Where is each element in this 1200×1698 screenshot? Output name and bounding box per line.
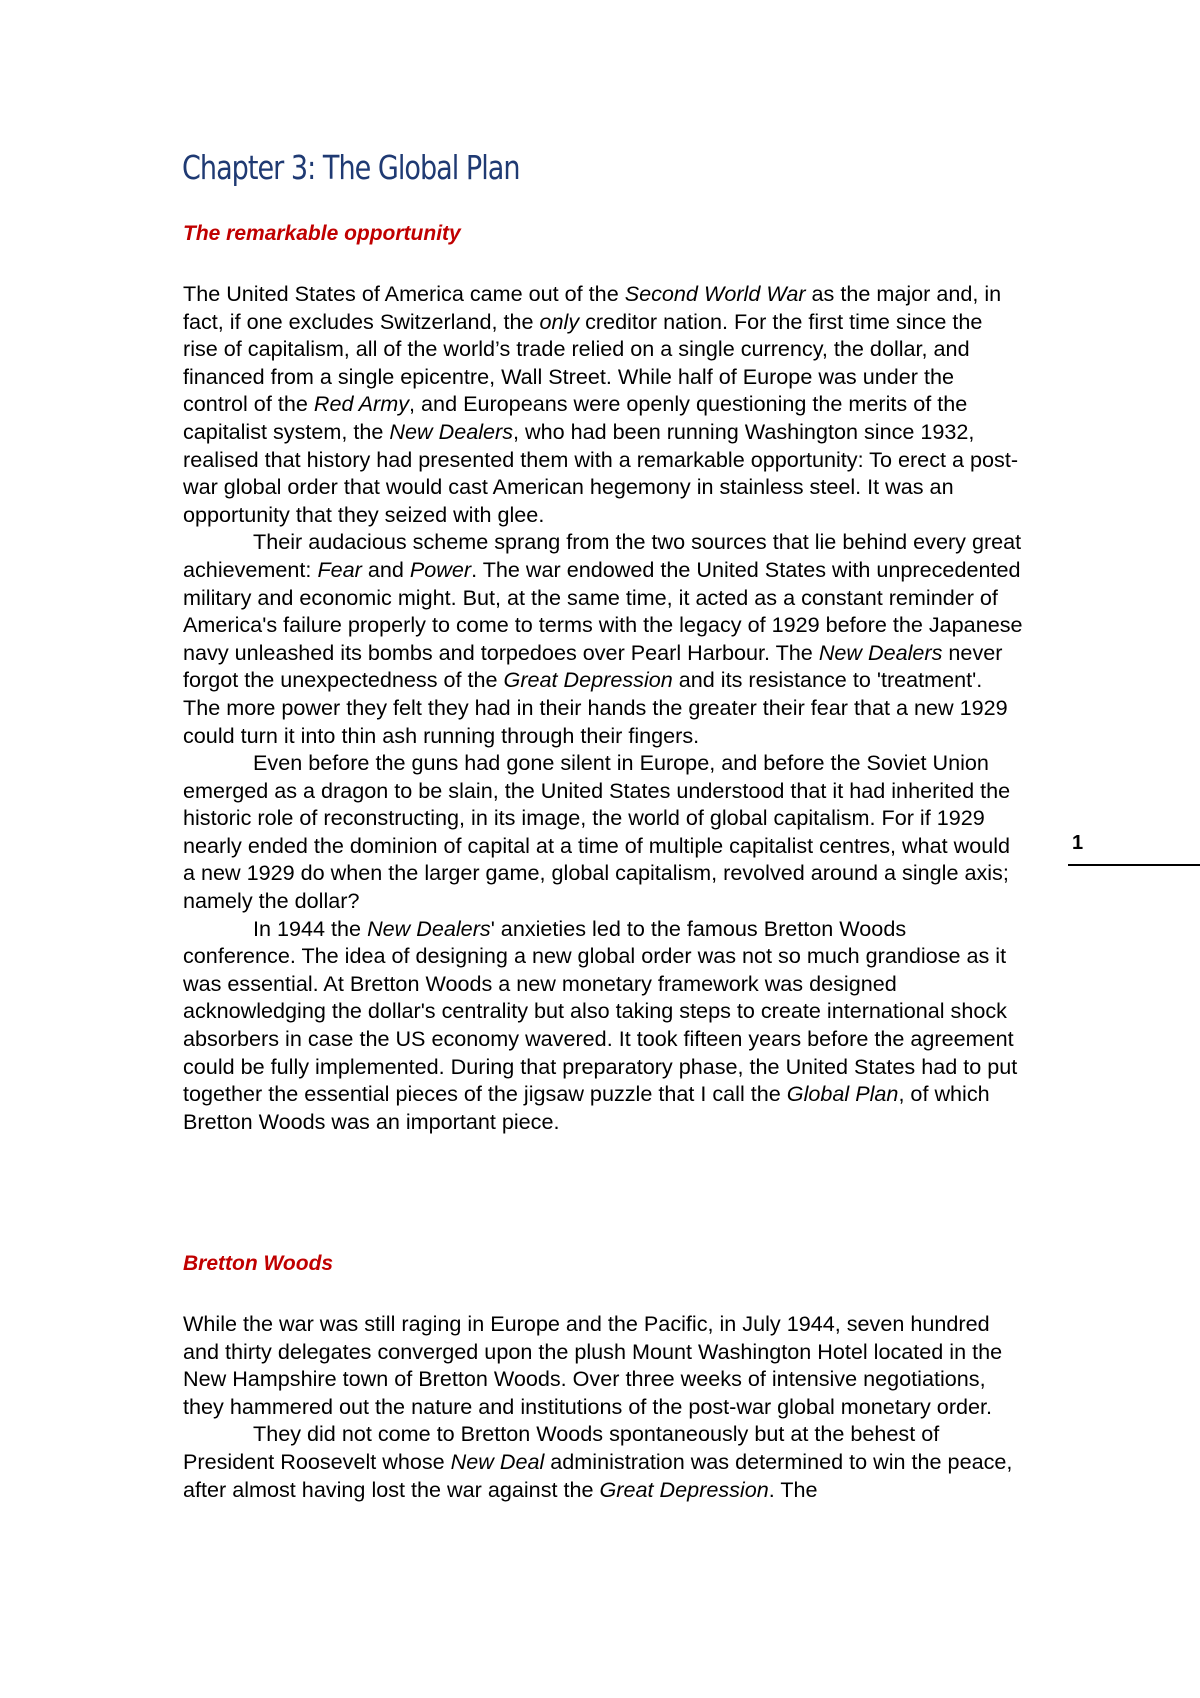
italic-term: Second World War [624, 281, 806, 306]
section-bretton-woods [183, 1250, 1023, 1503]
italic-term: Fear [317, 556, 362, 582]
section-remarkable-opportunity [183, 220, 1023, 1135]
italic-term: New Dealers [367, 915, 491, 941]
page-number: 1 [1072, 832, 1084, 854]
chapter-title: Chapter 3: The Global Plan [182, 148, 520, 187]
section-body [183, 1310, 1023, 1503]
italic-term: only [539, 308, 580, 334]
paragraph: While the war was still raging in Europe and the Pacific, in July 1944, seven hundred and thirty delegates converged upon the plush Mount Washington Hotel located in the New Hampshire town of Bretton Woods. Over three weeks of intensive negotiations, they hammered out the nature and institutions of the post-war global monetary order. [183, 1311, 1003, 1419]
paragraph: Even before the guns had gone silent in Europe, and before the Soviet Union emerged as a dragon to be slain, the United States understood that it had inherited the historic role of reconstructing, in its image, the world of global capitalism. For if 1929 nearly ended the dominion of capital at a time of multiple capitalist centres, what would a new 1929 do when the larger game, global capitalism, revolved around a single axis; namely the dollar? [183, 750, 1011, 914]
italic-term: Great Depression [599, 1476, 769, 1502]
margin-rule [1068, 864, 1200, 866]
italic-term: Red Army [313, 391, 410, 417]
paragraph: They did not come to Bretton Woods spontaneously but at the behest of President Roosevelt whose New Deal administration was determined to win the peace, after almost having lost the war against the Great Depression. The [183, 1421, 1013, 1502]
paragraph: Their audacious scheme sprang from the two sources that lie behind every great achievement: Fear and Power. The war endowed the United States with unprecedented military and economic might. But, at the same time, it acted as a constant reminder of America's failure properly to come to terms with the legacy of 1929 before the Japanese navy unleashed its bombs and torpedoes over Pearl Harbour. The New Dealers never forgot the unexpectedness of the Great Depression and its resistance to 'treatment'. The more power they felt they had in their hands the greater their fear that a new 1929 could turn it into thin ash running through their fingers. [183, 529, 1023, 748]
italic-term: New Dealers [389, 418, 514, 444]
italic-term: Global Plan [786, 1081, 899, 1107]
section-heading: Bretton Woods [183, 1252, 334, 1275]
section-body [183, 280, 1023, 1135]
paragraph: The United States of America came out of the Second World War as the major and, in fact, if one excludes Switzerland, the only creditor nation. For the first time since the rise of capitalism, all of the world’s trade relied on a single currency, the dollar, and financed from a single epicentre, Wall Street. While half of Europe was under the control of the Red Army, and Europeans were openly questioning the merits of the capitalist system, the New Dealers, who had been running Washington since 1932, realised that history had presented them with a remarkable opportunity: To erect a post-war global order that would cast American hegemony in stainless steel. It was an opportunity that they seized with glee. [183, 281, 1019, 527]
italic-term: Great Depression [503, 667, 673, 693]
italic-term: New Dealers [818, 639, 943, 665]
italic-term: Power [409, 556, 472, 582]
paragraph: In 1944 the New Dealers' anxieties led to the famous Bretton Woods conference. The idea of designing a new global order was not so much grandiose as it was essential. At Bretton Woods a new monetary framework was designed acknowledging the dollar's centrality but also taking steps to create international shock absorbers in case the US economy wavered. It took fifteen years before the agreement could be fully implemented. During that preparatory phase, the United States had to put together the essential pieces of the jigsaw puzzle that I call the Global Plan, of which Bretton Woods was an important piece. [183, 915, 1018, 1134]
section-heading: The remarkable opportunity [183, 222, 461, 245]
italic-term: New Deal [450, 1448, 545, 1474]
